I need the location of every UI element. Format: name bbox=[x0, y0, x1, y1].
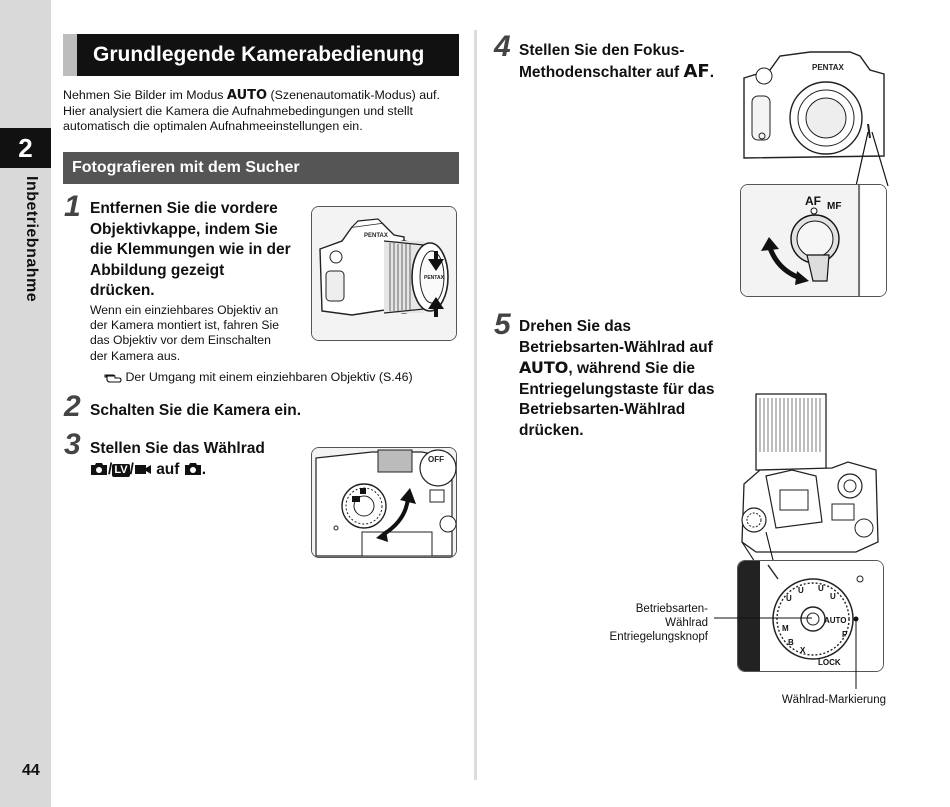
mode-dial-top-illustration bbox=[311, 447, 457, 558]
step-1-line: die Klemmungen wie in der bbox=[90, 241, 291, 258]
step-5-number: 5 bbox=[494, 308, 511, 341]
step-5-line: Drehen Sie das bbox=[519, 318, 631, 335]
camera-lens-cap-icon bbox=[312, 207, 457, 341]
svg-text:PENTAX: PENTAX bbox=[424, 275, 444, 281]
page-title: Grundlegende Kamerabedienung bbox=[77, 34, 459, 76]
intro-text bbox=[63, 88, 463, 135]
callout-line: Betriebsarten- bbox=[635, 603, 708, 615]
step-1-number: 1 bbox=[64, 190, 81, 223]
step-3-number: 3 bbox=[64, 428, 81, 461]
zoom-connector-lines bbox=[810, 130, 890, 190]
step-2-text bbox=[90, 401, 390, 422]
svg-text:U: U bbox=[818, 584, 824, 593]
chapter-title: Inbetriebnahme bbox=[23, 176, 40, 303]
af-label: AF bbox=[805, 194, 821, 208]
intro-prefix: Nehmen Sie Bilder im Modus bbox=[63, 88, 227, 102]
step-5-text bbox=[519, 317, 749, 441]
svg-text:X: X bbox=[800, 646, 806, 655]
step-3-separator: / bbox=[108, 460, 113, 478]
step-4-period: . bbox=[709, 63, 715, 81]
step-5-line: Betriebsarten-Wählrad auf bbox=[519, 338, 713, 356]
off-label: OFF bbox=[428, 455, 444, 464]
step-1-note-line: der Kamera aus. bbox=[90, 348, 181, 363]
step-5-line: , während Sie die bbox=[568, 360, 696, 377]
step-1-reference bbox=[104, 370, 464, 385]
intro-line3: automatisch die optimalen Aufnahmeeinstellungen ein. bbox=[63, 119, 363, 133]
step-1-line: Entfernen Sie die vordere bbox=[90, 200, 278, 217]
chapter-sidebar bbox=[0, 0, 51, 807]
step-1-note-line: der Kamera montiert ist, fahren Sie bbox=[90, 318, 279, 333]
step-1-text bbox=[90, 199, 305, 302]
still-camera-icon bbox=[90, 462, 108, 476]
step-4-af: AF bbox=[683, 60, 710, 82]
step-1-reference-text: Der Umgang mit einem einziehbaren Objektiv (S.46) bbox=[125, 370, 413, 384]
lens-cap-illustration bbox=[311, 206, 457, 341]
af-mf-switch-icon bbox=[741, 185, 887, 297]
step-1-note-line: Wenn ein einziehbares Objektiv an bbox=[90, 303, 279, 317]
step-3-auf: auf bbox=[156, 460, 180, 478]
step-1-line: drücken. bbox=[90, 282, 155, 299]
step-1-note-line: das Objektiv vor dem Einschalten bbox=[90, 333, 271, 348]
step-3-text: Stellen Sie das Wählrad / LV / auf . bbox=[90, 440, 265, 478]
step-5-line: drücken. bbox=[519, 421, 584, 439]
camera-top-dial-icon bbox=[312, 448, 457, 558]
page-number: 44 bbox=[22, 762, 40, 779]
step-4-line2: Methodenschalter auf bbox=[519, 63, 684, 81]
column-divider bbox=[474, 30, 477, 780]
step-2-line: Schalten Sie die Kamera ein. bbox=[90, 402, 302, 419]
svg-text:U: U bbox=[786, 594, 792, 603]
pointing-hand-icon bbox=[104, 370, 122, 383]
step-1-note bbox=[90, 303, 305, 364]
step-5-mode: AUTO bbox=[519, 358, 569, 377]
step-3-line1: Stellen Sie das Wählrad bbox=[90, 440, 265, 457]
focus-switch-illustration bbox=[740, 184, 887, 297]
svg-text:M: M bbox=[782, 624, 789, 633]
mf-label: MF bbox=[827, 201, 842, 212]
marker-leader-line bbox=[850, 615, 870, 691]
step-3-separator: / bbox=[129, 460, 134, 478]
step-5-line: Entriegelungstaste für das bbox=[519, 380, 715, 398]
dial-lock-label: LOCK bbox=[818, 658, 841, 667]
section-title: Fotografieren mit dem Sucher bbox=[63, 152, 459, 184]
callout-line: Entriegelungsknopf bbox=[609, 631, 708, 643]
still-camera-icon bbox=[184, 462, 202, 476]
movie-camera-icon bbox=[134, 462, 152, 476]
page-title-bar bbox=[63, 34, 459, 76]
step-4-number: 4 bbox=[494, 30, 511, 63]
callout-line: Wählrad bbox=[665, 617, 708, 629]
step-4-line1: Stellen Sie den Fokus- bbox=[519, 42, 685, 59]
dial-auto-label: AUTO bbox=[824, 616, 847, 625]
chapter-number: 2 bbox=[0, 128, 51, 168]
step-1-line: Objektivkappe, indem Sie bbox=[90, 220, 278, 238]
step-4-text bbox=[519, 41, 739, 83]
mode-dial-callout bbox=[590, 602, 708, 644]
camera-top-with-lens-icon bbox=[736, 392, 886, 572]
brand-label: PENTAX bbox=[812, 63, 844, 72]
title-accent bbox=[63, 34, 77, 76]
step-2-number: 2 bbox=[64, 390, 81, 423]
lv-mode-icon: LV bbox=[114, 463, 128, 476]
svg-text:P: P bbox=[842, 630, 848, 639]
intro-mode: AUTO bbox=[226, 88, 268, 103]
dial-marker-callout: Wählrad-Markierung bbox=[781, 694, 886, 706]
svg-text:PENTAX: PENTAX bbox=[364, 233, 388, 239]
intro-line1-suffix: (Szenenautomatik-Modus) auf. bbox=[267, 88, 440, 102]
intro-line2: Hier analysiert die Kamera die Aufnahmebedingungen und stellt bbox=[63, 103, 413, 118]
step-5-line: Betriebsarten-Wählrad bbox=[519, 401, 686, 418]
svg-text:U: U bbox=[798, 586, 804, 595]
svg-text:U: U bbox=[830, 592, 836, 601]
step-1-line: Abbildung gezeigt bbox=[90, 261, 225, 279]
svg-text:B: B bbox=[788, 638, 794, 647]
